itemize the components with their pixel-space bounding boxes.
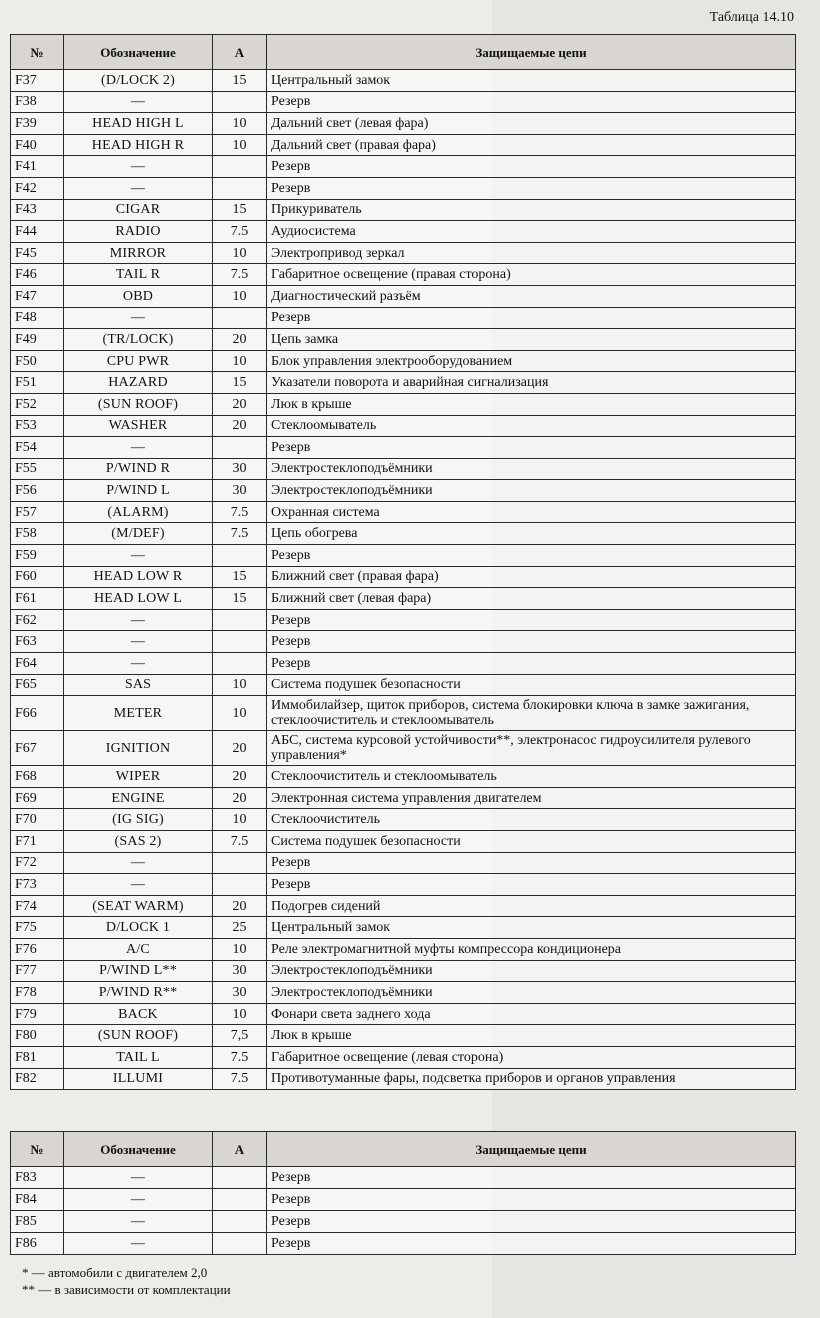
fuse-number: F70: [11, 809, 64, 831]
fuse-number: F40: [11, 134, 64, 156]
fuse-circuit: Диагностический разъём: [267, 285, 796, 307]
fuse-amperage: 15: [213, 199, 267, 221]
fuse-amperage: [213, 177, 267, 199]
fuse-number: F44: [11, 221, 64, 243]
fuse-amperage: 20: [213, 731, 267, 766]
table-row: [11, 221, 796, 243]
fuse-circuit: Аудиосистема: [267, 221, 796, 243]
table-row: [11, 70, 796, 92]
table-row: [11, 609, 796, 631]
fuse-amperage: [213, 1233, 267, 1255]
fuse-number: F78: [11, 982, 64, 1004]
header-circuits: Защищаемые цепи: [267, 35, 796, 70]
fuse-circuit: Резерв: [267, 156, 796, 178]
fuse-amperage: [213, 653, 267, 675]
fuse-designation: P/WIND R**: [64, 982, 213, 1004]
table-row: [11, 264, 796, 286]
fuse-number: F73: [11, 874, 64, 896]
fuse-number: F41: [11, 156, 64, 178]
table-row: [11, 545, 796, 567]
fuse-number: F46: [11, 264, 64, 286]
fuse-circuit: Цепь обогрева: [267, 523, 796, 545]
fuse-amperage: [213, 1167, 267, 1189]
fuse-amperage: 20: [213, 895, 267, 917]
fuse-designation: —: [64, 1167, 213, 1189]
fuse-designation: ILLUMI: [64, 1068, 213, 1090]
fuse-number: F60: [11, 566, 64, 588]
table-row: [11, 809, 796, 831]
fuse-circuit: Люк в крыше: [267, 1025, 796, 1047]
fuse-circuit: Электропривод зеркал: [267, 242, 796, 264]
fuse-number: F83: [11, 1167, 64, 1189]
fuse-amperage: 10: [213, 938, 267, 960]
fuse-table-main: [10, 34, 796, 1090]
fuse-designation: —: [64, 1211, 213, 1233]
fuse-designation: (SAS 2): [64, 831, 213, 853]
fuse-circuit: Стеклоомыватель: [267, 415, 796, 437]
table-row: [11, 242, 796, 264]
fuse-designation: ENGINE: [64, 787, 213, 809]
fuse-designation: (ALARM): [64, 501, 213, 523]
fuse-number: F57: [11, 501, 64, 523]
table-row: [11, 731, 796, 766]
fuse-number: F45: [11, 242, 64, 264]
fuse-circuit: Прикуриватель: [267, 199, 796, 221]
table-row: [11, 1167, 796, 1189]
fuse-amperage: [213, 91, 267, 113]
fuse-designation: WIPER: [64, 766, 213, 788]
fuse-number: F75: [11, 917, 64, 939]
fuse-circuit: Ближний свет (правая фара): [267, 566, 796, 588]
header-designation: Обозначение: [64, 35, 213, 70]
fuse-number: F81: [11, 1046, 64, 1068]
fuse-circuit: Стеклоочиститель и стеклоомыватель: [267, 766, 796, 788]
fuse-designation: BACK: [64, 1003, 213, 1025]
fuse-number: F76: [11, 938, 64, 960]
header-amp: А: [213, 1132, 267, 1167]
fuse-amperage: 15: [213, 588, 267, 610]
fuse-amperage: 7.5: [213, 221, 267, 243]
fuse-circuit: Система подушек безопасности: [267, 674, 796, 696]
fuse-designation: HEAD LOW R: [64, 566, 213, 588]
fuse-number: F37: [11, 70, 64, 92]
fuse-amperage: 7.5: [213, 831, 267, 853]
table-row: [11, 1189, 796, 1211]
table-row: [11, 307, 796, 329]
fuse-amperage: [213, 1189, 267, 1211]
fuse-circuit: Габаритное освещение (правая сторона): [267, 264, 796, 286]
fuse-circuit: Резерв: [267, 874, 796, 896]
table-row: [11, 653, 796, 675]
footnotes: [22, 1264, 231, 1298]
table-row: [11, 1233, 796, 1255]
fuse-circuit: Резерв: [267, 1211, 796, 1233]
table-row: [11, 787, 796, 809]
fuse-amperage: [213, 874, 267, 896]
fuse-designation: (D/LOCK 2): [64, 70, 213, 92]
table-row: [11, 1046, 796, 1068]
fuse-number: F82: [11, 1068, 64, 1090]
fuse-number: F56: [11, 480, 64, 502]
table-row: [11, 588, 796, 610]
fuse-circuit: Стеклоочиститель: [267, 809, 796, 831]
fuse-designation: MIRROR: [64, 242, 213, 264]
fuse-designation: P/WIND L: [64, 480, 213, 502]
fuse-number: F62: [11, 609, 64, 631]
table-row: [11, 1025, 796, 1047]
fuse-number: F50: [11, 350, 64, 372]
fuse-number: F69: [11, 787, 64, 809]
fuse-designation: IGNITION: [64, 731, 213, 766]
footnote-2: ** — в зависимости от комплектации: [22, 1282, 231, 1297]
fuse-circuit: Цепь замка: [267, 329, 796, 351]
fuse-amperage: 10: [213, 696, 267, 731]
fuse-designation: (SUN ROOF): [64, 1025, 213, 1047]
table-row: [11, 674, 796, 696]
fuse-number: F86: [11, 1233, 64, 1255]
fuse-designation: TAIL R: [64, 264, 213, 286]
fuse-designation: (SUN ROOF): [64, 393, 213, 415]
fuse-amperage: 7.5: [213, 1046, 267, 1068]
fuse-amperage: 15: [213, 70, 267, 92]
fuse-amperage: 7,5: [213, 1025, 267, 1047]
table-row: [11, 766, 796, 788]
table-row: [11, 895, 796, 917]
fuse-amperage: 10: [213, 1003, 267, 1025]
table-row: [11, 960, 796, 982]
table-row: [11, 285, 796, 307]
table-row: [11, 982, 796, 1004]
fuse-designation: —: [64, 437, 213, 459]
table-row: [11, 831, 796, 853]
fuse-circuit: Ближний свет (левая фара): [267, 588, 796, 610]
table-row: [11, 350, 796, 372]
table-row: [11, 91, 796, 113]
fuse-amperage: 10: [213, 134, 267, 156]
table-row: [11, 113, 796, 135]
fuse-number: F66: [11, 696, 64, 731]
fuse-number: F68: [11, 766, 64, 788]
fuse-amperage: 30: [213, 982, 267, 1004]
fuse-circuit: Электронная система управления двигателем: [267, 787, 796, 809]
fuse-number: F48: [11, 307, 64, 329]
fuse-amperage: 7.5: [213, 523, 267, 545]
fuse-circuit: Резерв: [267, 852, 796, 874]
fuse-number: F55: [11, 458, 64, 480]
fuse-table-second-body: [11, 1167, 796, 1255]
fuse-designation: RADIO: [64, 221, 213, 243]
fuse-circuit: Резерв: [267, 609, 796, 631]
header-num: №: [11, 35, 64, 70]
fuse-amperage: [213, 307, 267, 329]
fuse-designation: —: [64, 177, 213, 199]
fuse-number: F54: [11, 437, 64, 459]
fuse-designation: SAS: [64, 674, 213, 696]
fuse-amperage: 10: [213, 285, 267, 307]
fuse-designation: CIGAR: [64, 199, 213, 221]
table-row: [11, 917, 796, 939]
fuse-designation: —: [64, 91, 213, 113]
fuse-number: F52: [11, 393, 64, 415]
header-circuits: Защищаемые цепи: [267, 1132, 796, 1167]
table-row: [11, 415, 796, 437]
fuse-circuit: Дальний свет (левая фара): [267, 113, 796, 135]
fuse-designation: —: [64, 874, 213, 896]
fuse-circuit: Резерв: [267, 307, 796, 329]
fuse-number: F74: [11, 895, 64, 917]
fuse-amperage: [213, 1211, 267, 1233]
fuse-circuit: Подогрев сидений: [267, 895, 796, 917]
fuse-designation: P/WIND R: [64, 458, 213, 480]
fuse-designation: TAIL L: [64, 1046, 213, 1068]
fuse-amperage: 20: [213, 787, 267, 809]
fuse-number: F85: [11, 1211, 64, 1233]
fuse-amperage: 30: [213, 480, 267, 502]
fuse-designation: (TR/LOCK): [64, 329, 213, 351]
fuse-number: F38: [11, 91, 64, 113]
fuse-amperage: 15: [213, 372, 267, 394]
fuse-number: F72: [11, 852, 64, 874]
table-row: [11, 177, 796, 199]
table-row: [11, 501, 796, 523]
fuse-table-main-body: [11, 70, 796, 1090]
fuse-number: F71: [11, 831, 64, 853]
fuse-number: F53: [11, 415, 64, 437]
table-header-row: [11, 35, 796, 70]
fuse-designation: —: [64, 631, 213, 653]
fuse-designation: —: [64, 545, 213, 567]
fuse-amperage: 10: [213, 113, 267, 135]
fuse-designation: HEAD HIGH R: [64, 134, 213, 156]
table-row: [11, 852, 796, 874]
fuse-amperage: 10: [213, 674, 267, 696]
fuse-designation: P/WIND L**: [64, 960, 213, 982]
fuse-number: F80: [11, 1025, 64, 1047]
table-row: [11, 437, 796, 459]
fuse-designation: (IG SIG): [64, 809, 213, 831]
fuse-number: F63: [11, 631, 64, 653]
fuse-circuit: Резерв: [267, 1189, 796, 1211]
fuse-designation: HEAD LOW L: [64, 588, 213, 610]
fuse-amperage: 20: [213, 415, 267, 437]
fuse-circuit: Центральный замок: [267, 917, 796, 939]
fuse-amperage: 10: [213, 242, 267, 264]
fuse-circuit: Резерв: [267, 653, 796, 675]
fuse-designation: —: [64, 1233, 213, 1255]
fuse-number: F65: [11, 674, 64, 696]
fuse-designation: —: [64, 852, 213, 874]
fuse-circuit: Реле электромагнитной муфты компрессора кондиционера: [267, 938, 796, 960]
table-row: [11, 458, 796, 480]
fuse-amperage: [213, 609, 267, 631]
fuse-circuit: Центральный замок: [267, 70, 796, 92]
fuse-circuit: Габаритное освещение (левая сторона): [267, 1046, 796, 1068]
fuse-circuit: Электростеклоподъёмники: [267, 960, 796, 982]
fuse-amperage: 7.5: [213, 1068, 267, 1090]
header-num: №: [11, 1132, 64, 1167]
fuse-number: F58: [11, 523, 64, 545]
fuse-designation: —: [64, 609, 213, 631]
table-row: [11, 1068, 796, 1090]
fuse-amperage: [213, 631, 267, 653]
fuse-circuit: Резерв: [267, 177, 796, 199]
table-row: [11, 938, 796, 960]
fuse-number: F47: [11, 285, 64, 307]
fuse-circuit: Блок управления электрооборудованием: [267, 350, 796, 372]
fuse-designation: (SEAT WARM): [64, 895, 213, 917]
fuse-amperage: [213, 156, 267, 178]
fuse-circuit: Дальний свет (правая фара): [267, 134, 796, 156]
fuse-circuit: Электростеклоподъёмники: [267, 480, 796, 502]
fuse-number: F77: [11, 960, 64, 982]
fuse-circuit: Резерв: [267, 437, 796, 459]
fuse-circuit: Резерв: [267, 545, 796, 567]
fuse-circuit: Резерв: [267, 91, 796, 113]
fuse-number: F64: [11, 653, 64, 675]
fuse-circuit: Противотуманные фары, подсветка приборов и органов управления: [267, 1068, 796, 1090]
fuse-circuit: Охранная система: [267, 501, 796, 523]
fuse-circuit: Фонари света заднего хода: [267, 1003, 796, 1025]
fuse-amperage: 15: [213, 566, 267, 588]
fuse-amperage: 25: [213, 917, 267, 939]
header-designation: Обозначение: [64, 1132, 213, 1167]
fuse-designation: (M/DEF): [64, 523, 213, 545]
table-row: [11, 631, 796, 653]
fuse-circuit: Резерв: [267, 1233, 796, 1255]
fuse-number: F59: [11, 545, 64, 567]
table-row: [11, 156, 796, 178]
fuse-number: F84: [11, 1189, 64, 1211]
fuse-designation: —: [64, 653, 213, 675]
fuse-amperage: 7.5: [213, 264, 267, 286]
fuse-number: F79: [11, 1003, 64, 1025]
fuse-amperage: 20: [213, 329, 267, 351]
fuse-circuit: Резерв: [267, 631, 796, 653]
fuse-number: F49: [11, 329, 64, 351]
table-row: [11, 199, 796, 221]
table-caption: Таблица 14.10: [709, 10, 794, 25]
fuse-designation: HAZARD: [64, 372, 213, 394]
table-row: [11, 480, 796, 502]
fuse-number: F42: [11, 177, 64, 199]
fuse-circuit: Резерв: [267, 1167, 796, 1189]
table-header-row: [11, 1132, 796, 1167]
fuse-amperage: 30: [213, 960, 267, 982]
fuse-amperage: [213, 545, 267, 567]
fuse-number: F39: [11, 113, 64, 135]
fuse-amperage: 7.5: [213, 501, 267, 523]
fuse-circuit: Указатели поворота и аварийная сигнализация: [267, 372, 796, 394]
table-row: [11, 134, 796, 156]
table-row: [11, 372, 796, 394]
table-row: [11, 1003, 796, 1025]
fuse-designation: CPU PWR: [64, 350, 213, 372]
fuse-number: F67: [11, 731, 64, 766]
table-row: [11, 329, 796, 351]
fuse-designation: OBD: [64, 285, 213, 307]
fuse-designation: HEAD HIGH L: [64, 113, 213, 135]
fuse-amperage: 10: [213, 350, 267, 372]
fuse-amperage: 20: [213, 393, 267, 415]
fuse-table-second: [10, 1131, 796, 1255]
fuse-amperage: 20: [213, 766, 267, 788]
fuse-amperage: 30: [213, 458, 267, 480]
fuse-amperage: [213, 852, 267, 874]
table-row: [11, 696, 796, 731]
fuse-designation: D/LOCK 1: [64, 917, 213, 939]
fuse-circuit: Электростеклоподъёмники: [267, 458, 796, 480]
fuse-circuit: Иммобилайзер, щиток приборов, система блокировки ключа в замке зажигания, стеклоочиститель и стеклоомыватель: [267, 696, 796, 731]
fuse-circuit: Люк в крыше: [267, 393, 796, 415]
table-row: [11, 523, 796, 545]
fuse-designation: —: [64, 156, 213, 178]
header-amp: А: [213, 35, 267, 70]
fuse-amperage: 10: [213, 809, 267, 831]
table-row: [11, 393, 796, 415]
fuse-circuit: Электростеклоподъёмники: [267, 982, 796, 1004]
fuse-designation: WASHER: [64, 415, 213, 437]
fuse-number: F43: [11, 199, 64, 221]
fuse-designation: METER: [64, 696, 213, 731]
fuse-circuit: АБС, система курсовой устойчивости**, электронасос гидроусилителя рулевого управления*: [267, 731, 796, 766]
table-row: [11, 874, 796, 896]
fuse-number: F61: [11, 588, 64, 610]
fuse-circuit: Система подушек безопасности: [267, 831, 796, 853]
fuse-amperage: [213, 437, 267, 459]
fuse-designation: A/C: [64, 938, 213, 960]
fuse-number: F51: [11, 372, 64, 394]
table-row: [11, 566, 796, 588]
fuse-designation: —: [64, 307, 213, 329]
table-row: [11, 1211, 796, 1233]
fuse-designation: —: [64, 1189, 213, 1211]
footnote-1: * — автомобили с двигателем 2,0: [22, 1265, 208, 1280]
